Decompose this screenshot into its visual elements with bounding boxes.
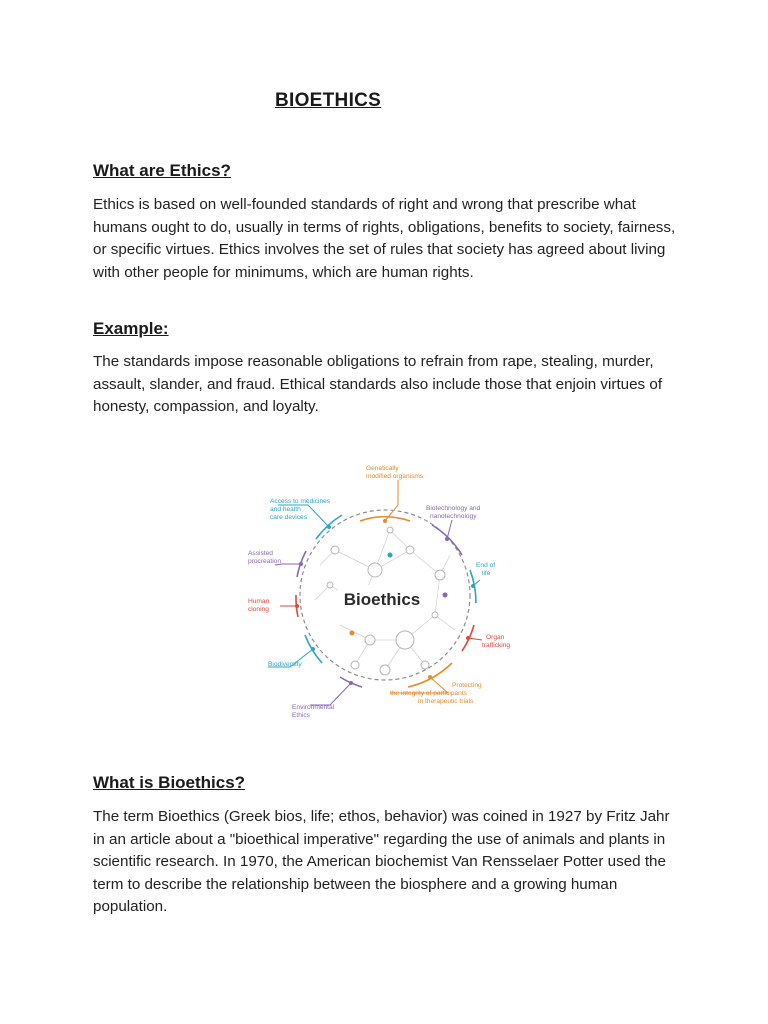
heading-what-is-bioethics: What is Bioethics? bbox=[93, 773, 246, 792]
label-protect-line1: Protecting bbox=[452, 682, 482, 689]
bioethics-diagram bbox=[240, 455, 530, 725]
bioethics-diagram-svg bbox=[240, 455, 530, 725]
label-clone-line1: Human bbox=[248, 598, 270, 605]
label-eol-line1: End of bbox=[476, 562, 496, 569]
label-eol-line2: life bbox=[482, 570, 491, 577]
document-title: BIOETHICS bbox=[275, 90, 382, 111]
label-protect-line2: the integrity of participants bbox=[390, 690, 467, 697]
label-env-line2: Ethics bbox=[292, 712, 310, 719]
label-biotech-line2: nanotechnology bbox=[430, 513, 477, 520]
label-gmo-line2: modified organisms bbox=[366, 473, 424, 480]
label-organ-line1: Organ bbox=[486, 634, 505, 641]
paragraph-example: The standards impose reasonable obligations to refrain from rape, stealing, murder, assault, slander, and fraud. Ethical standards also include those that enjoin virtues of honesty, compassion, and loyalty. bbox=[93, 353, 663, 415]
label-access-line2: and health bbox=[270, 506, 301, 513]
label-procreation-line2: procreation bbox=[248, 558, 281, 565]
heading-example: Example: bbox=[93, 319, 169, 338]
paragraph-ethics-definition: Ethics is based on well-founded standards of right and wrong that prescribe what humans ought to do, usually in terms of rights, obligations, benefits to society, fairness, or specific virtues. Ethics involves the set of rules that society has agreed about living with other people for minimums, which are human rights. bbox=[93, 196, 676, 281]
label-protect-line3: in therapeutic trials bbox=[418, 698, 474, 705]
center-label: Bioethics bbox=[343, 590, 421, 609]
label-organ-line2: trafficking bbox=[482, 642, 511, 649]
heading-what-are-ethics: What are Ethics? bbox=[93, 161, 231, 180]
label-biotech-line1: Biotechnology and bbox=[426, 505, 481, 512]
label-procreation-line1: Assisted bbox=[248, 550, 273, 557]
label-clone-line2: cloning bbox=[248, 606, 269, 613]
label-access-line1: Access to medicines bbox=[270, 498, 331, 505]
label-access-line3: care devices bbox=[270, 514, 308, 521]
label-gmo-line1: Genetically bbox=[366, 465, 399, 472]
paragraph-bioethics-definition: The term Bioethics (Greek bios, life; ethos, behavior) was coined in 1927 by Fritz Jahr in an article about a "bioethical imperative" regarding the use of animals and plants in scientific research. In 1970, the American biochemist Van Rensselaer Potter used the term to describe the relationship between the biosphere and a growing human population. bbox=[93, 808, 670, 915]
label-env-line1: Environmental bbox=[292, 704, 335, 711]
label-biodiversity: Biodiversity bbox=[268, 661, 302, 668]
